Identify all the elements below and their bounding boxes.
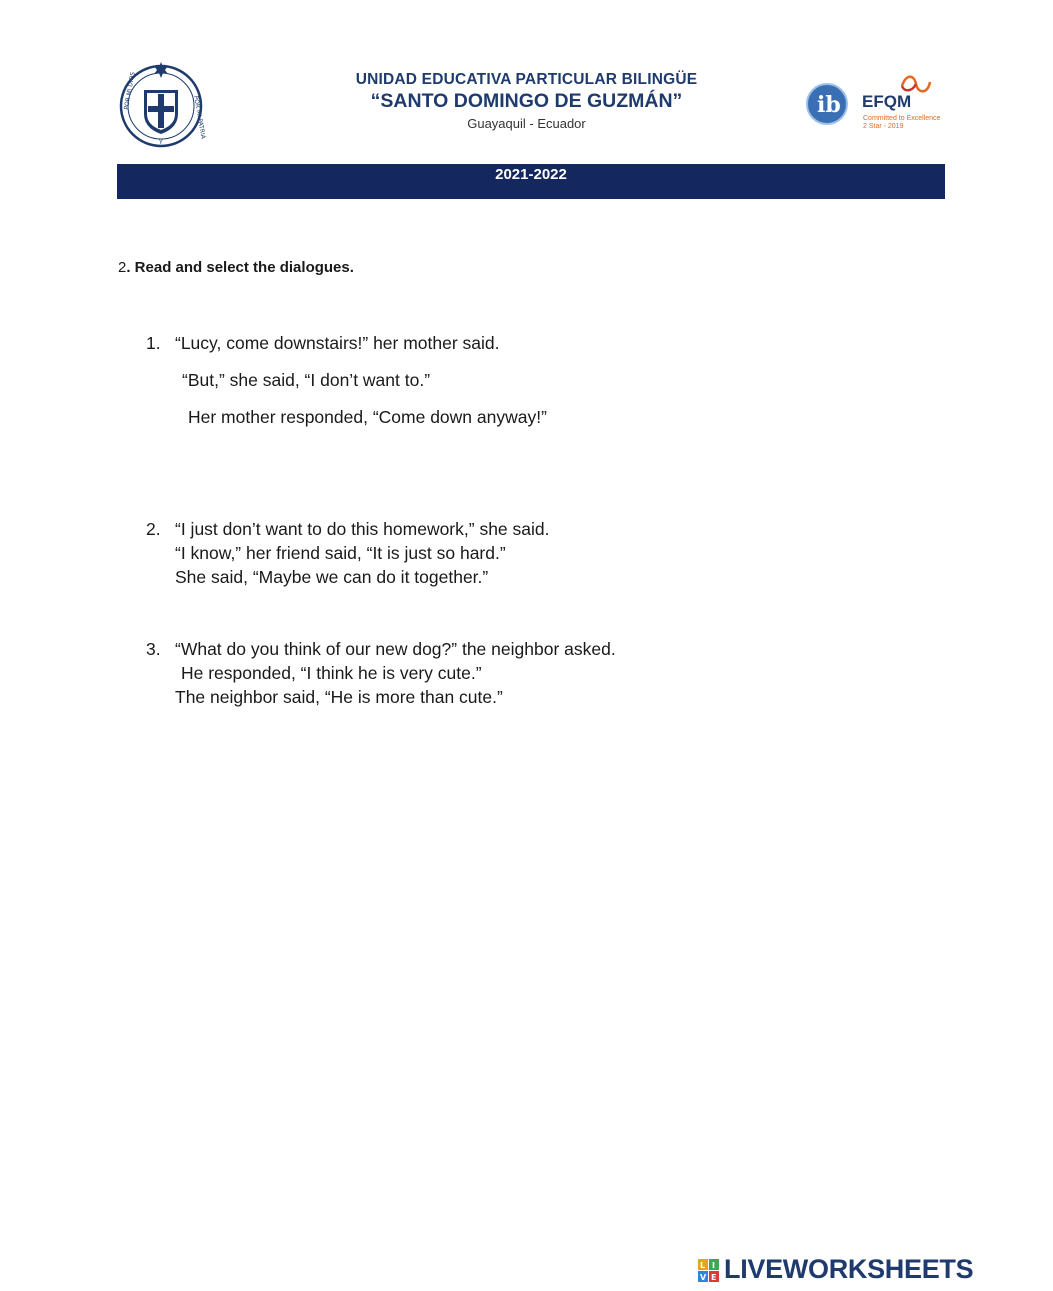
dialogue-1-line-3[interactable]: Her mother responded, “Come down anyway!” — [188, 407, 547, 427]
dialogue-3-line-3[interactable]: The neighbor said, “He is more than cute.” — [175, 687, 503, 707]
svg-text:POR MI PATRIA: POR MI PATRIA — [192, 95, 207, 140]
dialogue-3-number: 3. — [146, 639, 161, 659]
school-name-line1: UNIDAD EDUCATIVA PARTICULAR BILINGÜE — [355, 71, 698, 88]
instruction-text: . Read and select the dialogues. — [126, 259, 354, 276]
dialogue-1-line-1[interactable]: “Lucy, come downstairs!” her mother said. — [175, 333, 500, 353]
instruction-number: 2 — [118, 259, 127, 276]
efqm-subtitle: Committed to Excellence — [863, 115, 941, 122]
svg-text:POR MI DIOS: POR MI DIOS — [123, 71, 137, 111]
school-name-line2: “SANTO DOMINGO DE GUZMÁN” — [370, 90, 683, 112]
school-year-bar — [117, 164, 945, 199]
dialogue-2-number: 2. — [146, 519, 161, 539]
school-year-label: 2021-2022 — [495, 166, 567, 183]
instruction — [118, 259, 354, 276]
dialogue-2-line-2[interactable]: “I know,” her friend said, “It is just so hard.” — [175, 543, 506, 563]
dialogue-2-line-1[interactable]: “I just don’t want to do this homework,” she said. — [175, 519, 550, 539]
dialogue-3-line-2[interactable]: He responded, “I think he is very cute.” — [181, 663, 482, 683]
dialogue-1-number: 1. — [146, 333, 161, 353]
efqm-label: EFQM — [862, 92, 912, 111]
svg-text:E: E — [711, 1273, 717, 1282]
ib-logo — [805, 82, 849, 126]
school-location: Guayaquil - Ecuador — [467, 116, 586, 131]
svg-text:L: L — [700, 1261, 706, 1270]
svg-text:ib: ib — [817, 92, 841, 118]
dialogue-3-line-1[interactable]: “What do you think of our new dog?” the neighbor asked. — [175, 639, 616, 659]
svg-text:Y: Y — [159, 139, 163, 146]
svg-text:I: I — [712, 1261, 715, 1270]
efqm-year: 2 Star - 2019 — [863, 123, 904, 130]
liveworksheets-brand[interactable]: LIVEWORKSHEETS — [724, 1254, 974, 1284]
dialogue-2-line-3[interactable]: She said, “Maybe we can do it together.” — [175, 567, 489, 587]
svg-text:V: V — [700, 1273, 707, 1282]
dialogue-1-line-2[interactable]: “But,” she said, “I don’t want to.” — [182, 370, 431, 390]
liveworksheets-badge-icon — [698, 1259, 720, 1283]
